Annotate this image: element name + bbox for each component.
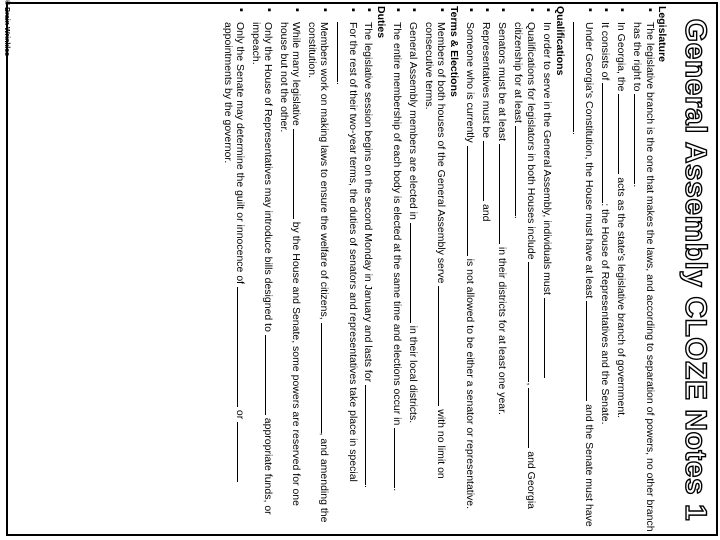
item-text: Under Georgia's Constitution, the House must have at least: [583, 22, 595, 302]
item-text: In order to serve in the General Assembly, individuals must: [541, 22, 553, 298]
bullet-icon: ▪: [347, 8, 359, 12]
list-item: [615, 6, 628, 532]
list-item: [250, 6, 275, 532]
item-text: in their districts for at least one year.: [496, 243, 508, 415]
fill-in-blank[interactable]: [394, 428, 404, 488]
item-text: .: [362, 485, 374, 488]
item-text: and: [480, 201, 492, 222]
item-text: Qualifications for legislators in both Houses include: [525, 22, 537, 263]
fill-in-blank[interactable]: [365, 385, 375, 485]
bullet-icon: ▪: [235, 8, 247, 12]
fill-in-blank[interactable]: [337, 22, 347, 82]
list-item: [496, 6, 509, 532]
section-items: [222, 6, 375, 532]
item-text: in their local districts.: [407, 322, 419, 424]
item-text: appropriate funds, or impeach.: [250, 22, 274, 515]
item-text: and Georgia citizenship for at least: [512, 22, 537, 510]
fill-in-blank[interactable]: [586, 301, 596, 401]
item-text: Representatives must be: [480, 22, 492, 142]
section-heading: Legislature: [656, 6, 668, 63]
list-item: [362, 6, 375, 532]
list-item: [222, 6, 247, 532]
item-text: acts as the state's legislative branch of government.: [615, 174, 627, 419]
section-heading: Duties: [375, 6, 387, 39]
item-text: Someone who is currently: [464, 22, 476, 146]
bullet-icon: ▪: [481, 8, 493, 12]
notes-content: [218, 6, 670, 532]
list-item: [464, 6, 477, 532]
fill-in-blank[interactable]: [438, 286, 448, 406]
item-text: The legislative branch is the one that makes the laws, and according to separation of powers, no other branch has the right to: [631, 22, 656, 532]
fill-in-blank[interactable]: [237, 422, 247, 482]
list-item: [631, 6, 656, 532]
item-text: Only the House of Representatives may introduce bills designed to: [262, 22, 274, 335]
fill-in-blank[interactable]: [528, 388, 538, 448]
copyright-label: © Brain Wrinkles: [3, 0, 10, 56]
bullet-icon: ▪: [408, 8, 420, 12]
item-text: Members work on making laws to ensure the welfare of citizens,: [318, 22, 330, 323]
bullet-icon: ▪: [263, 8, 275, 12]
list-item: [334, 6, 359, 532]
item-text: .: [334, 82, 346, 85]
fill-in-blank[interactable]: [499, 144, 509, 244]
list-item: [570, 6, 596, 532]
item-text: In Georgia, the: [615, 22, 627, 95]
item-text: While many legislative: [290, 22, 302, 129]
item-text: .: [391, 488, 403, 492]
bullet-icon: ▪: [436, 8, 448, 12]
bullet-icon: ▪: [363, 8, 375, 12]
item-text: or: [234, 407, 246, 423]
section-heading: Qualifications: [554, 6, 566, 76]
list-item: [391, 6, 404, 532]
fill-in-blank[interactable]: [467, 146, 477, 256]
fill-in-blank[interactable]: [515, 126, 525, 216]
item-text: .: [570, 132, 582, 135]
list-item: [423, 6, 448, 532]
fill-in-blank[interactable]: [410, 223, 420, 323]
fill-in-blank[interactable]: [321, 323, 331, 433]
list-item: [541, 6, 554, 532]
list-item: [480, 6, 493, 532]
item-text: with no limit on consecutive terms.: [423, 22, 447, 479]
item-text: The legislative session begins on the second Monday in January and lasts for: [362, 22, 374, 386]
bullet-icon: ▪: [542, 8, 554, 12]
bullet-icon: ▪: [319, 8, 331, 12]
item-text: .: [512, 215, 524, 219]
item-text: For the rest of their two-year terms, the duties of senators and representatives take place in special: [347, 22, 359, 482]
fill-in-blank[interactable]: [602, 83, 612, 203]
fill-in-blank[interactable]: [528, 262, 538, 382]
fill-in-blank[interactable]: [544, 298, 554, 378]
item-text: is not allowed to be either a senator or representative.: [464, 255, 476, 510]
item-text: by the House and Senate, some powers are reserved for one house but not the other.: [278, 22, 302, 506]
section-items: [391, 6, 448, 532]
item-text: Senators must be at least: [496, 22, 508, 144]
bullet-icon: ▪: [644, 8, 656, 12]
item-text: Only the Senate may determine the guilt or innocence of: [234, 22, 246, 287]
item-text: ,: [525, 382, 537, 389]
bullet-icon: ▪: [584, 8, 596, 12]
list-item: [407, 6, 420, 532]
fill-in-blank[interactable]: [483, 141, 493, 201]
list-item: [278, 6, 303, 532]
bullet-icon: ▪: [616, 8, 628, 12]
item-text: appointments by the governor.: [222, 22, 234, 164]
list-item: [306, 6, 331, 532]
item-text: Members of both houses of the General Assembly serve: [435, 22, 447, 287]
item-text: It consists of: [599, 22, 611, 84]
list-item: [599, 6, 612, 532]
fill-in-blank[interactable]: [618, 94, 628, 174]
bullet-icon: ▪: [497, 8, 509, 12]
item-text: The entire membership of each body is elected at the same time and elections occur in: [391, 22, 403, 429]
bullet-icon: ▪: [465, 8, 477, 12]
item-text: , and amending the constitution.: [306, 22, 330, 523]
section-heading: Terms & Elections: [448, 6, 460, 97]
item-text: : the House of Representatives and the Senate.: [599, 203, 611, 425]
section-items: [464, 6, 554, 532]
fill-in-blank[interactable]: [237, 287, 247, 407]
bullet-icon: ▪: [526, 8, 538, 12]
section-items: [570, 6, 656, 532]
bullet-icon: ▪: [600, 8, 612, 12]
fill-in-blank[interactable]: [573, 22, 583, 132]
fill-in-blank[interactable]: [634, 94, 644, 184]
item-text: .: [631, 184, 643, 188]
list-item: [512, 6, 538, 532]
bullet-icon: ▪: [291, 8, 303, 12]
bullet-icon: ▪: [392, 8, 404, 12]
item-text: and the Senate must have: [583, 401, 595, 527]
fill-in-blank[interactable]: [265, 335, 275, 415]
item-text: General Assembly members are elected in: [407, 22, 419, 223]
page-title: General Assembly CLOZE Notes 1: [679, 18, 712, 522]
fill-in-blank[interactable]: [293, 129, 303, 219]
